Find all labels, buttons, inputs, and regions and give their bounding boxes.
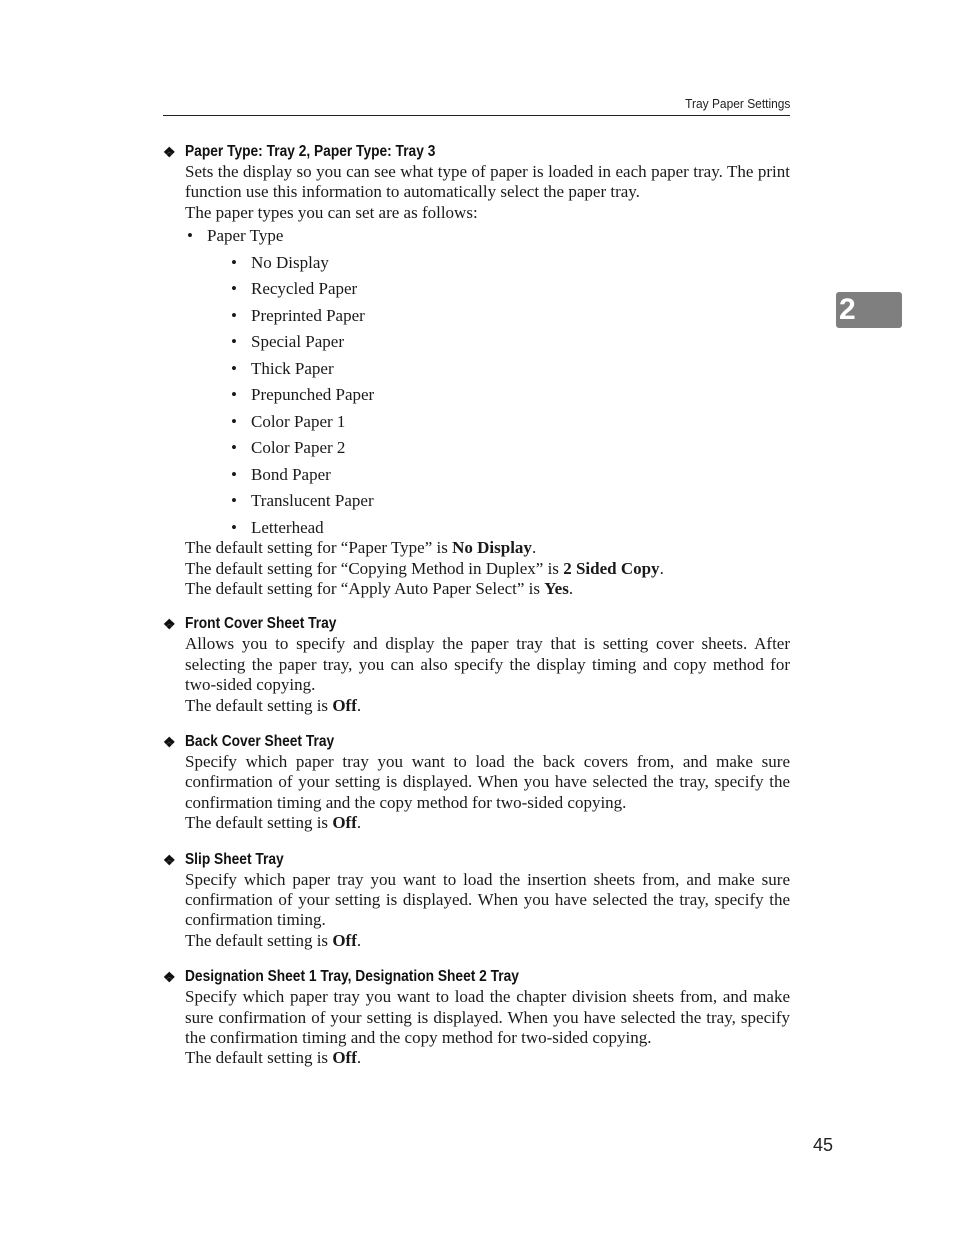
page-content [163, 142, 790, 1069]
paper-type-sublist [207, 250, 790, 538]
section-heading: ❖ Slip Sheet Tray [163, 850, 284, 868]
default-setting: The default setting is Off. [185, 930, 362, 950]
list-item: • Color Paper 2 [229, 435, 790, 462]
list-item: • No Display [229, 250, 790, 277]
section-body: Specify which paper tray you want to load the back covers from, and make sure confirmation of your setting is displayed. When you have selected the tray, specify the confirmation timing and the copy method for two-sided copying. [185, 751, 790, 812]
section-body: Allows you to specify and display the paper tray that is setting cover sheets. After selecting the paper tray, you can also specify the display timing and copy method for two-sided copying. [185, 634, 790, 695]
default-setting: The default setting is Off. [185, 1048, 362, 1068]
section-body: The paper types you can set are as follows: [185, 202, 478, 222]
list-item: • Paper Type • No Display • Recycled Paper • Preprinted Paper • Special Paper • Thick Paper • Prepunched Paper • Color Paper 1 • Color Paper 2 • Bond Paper • Translucent Paper • Letterhead [185, 223, 790, 538]
chapter-tab [836, 292, 902, 328]
section-body: Specify which paper tray you want to load the insertion sheets from, and make sure confirmation of your setting is displayed. When you have selected the tray, specify the confirmation timing. [185, 869, 790, 930]
diamond-bullet-icon: ❖ [163, 969, 176, 986]
diamond-bullet-icon: ❖ [163, 144, 176, 160]
section-paper-type [163, 142, 790, 599]
section-body: Specify which paper tray you want to load the chapter division sheets from, and make sure confirmation of your setting is displayed. When you have selected the tray, specify the confirmation timing and the copy method for two-sided copying. [185, 987, 790, 1048]
list-item: • Prepunched Paper [229, 382, 790, 409]
default-setting: The default setting is Off. [185, 813, 362, 833]
section-heading: ❖ Front Cover Sheet Tray [163, 615, 337, 633]
section-heading: ❖ Designation Sheet 1 Tray, Designation Sheet 2 Tray [163, 968, 519, 986]
chapter-number: 2 [839, 293, 856, 326]
default-setting: The default setting for “Copying Method in Duplex” is 2 Sided Copy. [185, 558, 664, 578]
paper-type-list [163, 223, 790, 538]
diamond-bullet-icon: ❖ [163, 733, 176, 750]
section-front-cover [163, 614, 790, 716]
header-rule [163, 115, 790, 116]
section-slip-sheet [163, 850, 790, 952]
section-designation-sheet [163, 967, 790, 1069]
list-item: • Thick Paper [229, 356, 790, 383]
diamond-bullet-icon: ❖ [163, 851, 176, 868]
diamond-bullet-icon: ❖ [163, 616, 176, 633]
list-item: • Recycled Paper [229, 276, 790, 303]
default-setting: The default setting for “Apply Auto Paper Select” is Yes. [185, 578, 574, 598]
section-body: Sets the display so you can see what type of paper is loaded in each paper tray. The print function use this information to automatically select the paper tray. [185, 162, 790, 202]
section-heading: ❖ Paper Type: Tray 2, Paper Type: Tray 3 [163, 143, 436, 160]
section-heading: ❖ Back Cover Sheet Tray [163, 732, 335, 750]
list-item: • Color Paper 1 [229, 409, 790, 436]
running-header-title: Tray Paper Settings [684, 96, 790, 111]
list-item: • Preprinted Paper [229, 303, 790, 330]
list-item: • Letterhead [229, 518, 790, 538]
default-setting: The default setting for “Paper Type” is No Display. [185, 538, 537, 558]
section-back-cover [163, 732, 790, 834]
list-item: • Special Paper [229, 329, 790, 356]
page-number: 45 [813, 1135, 834, 1155]
default-setting: The default setting is Off. [185, 695, 362, 715]
list-item: • Translucent Paper [229, 488, 790, 515]
list-item: • Bond Paper [229, 462, 790, 489]
